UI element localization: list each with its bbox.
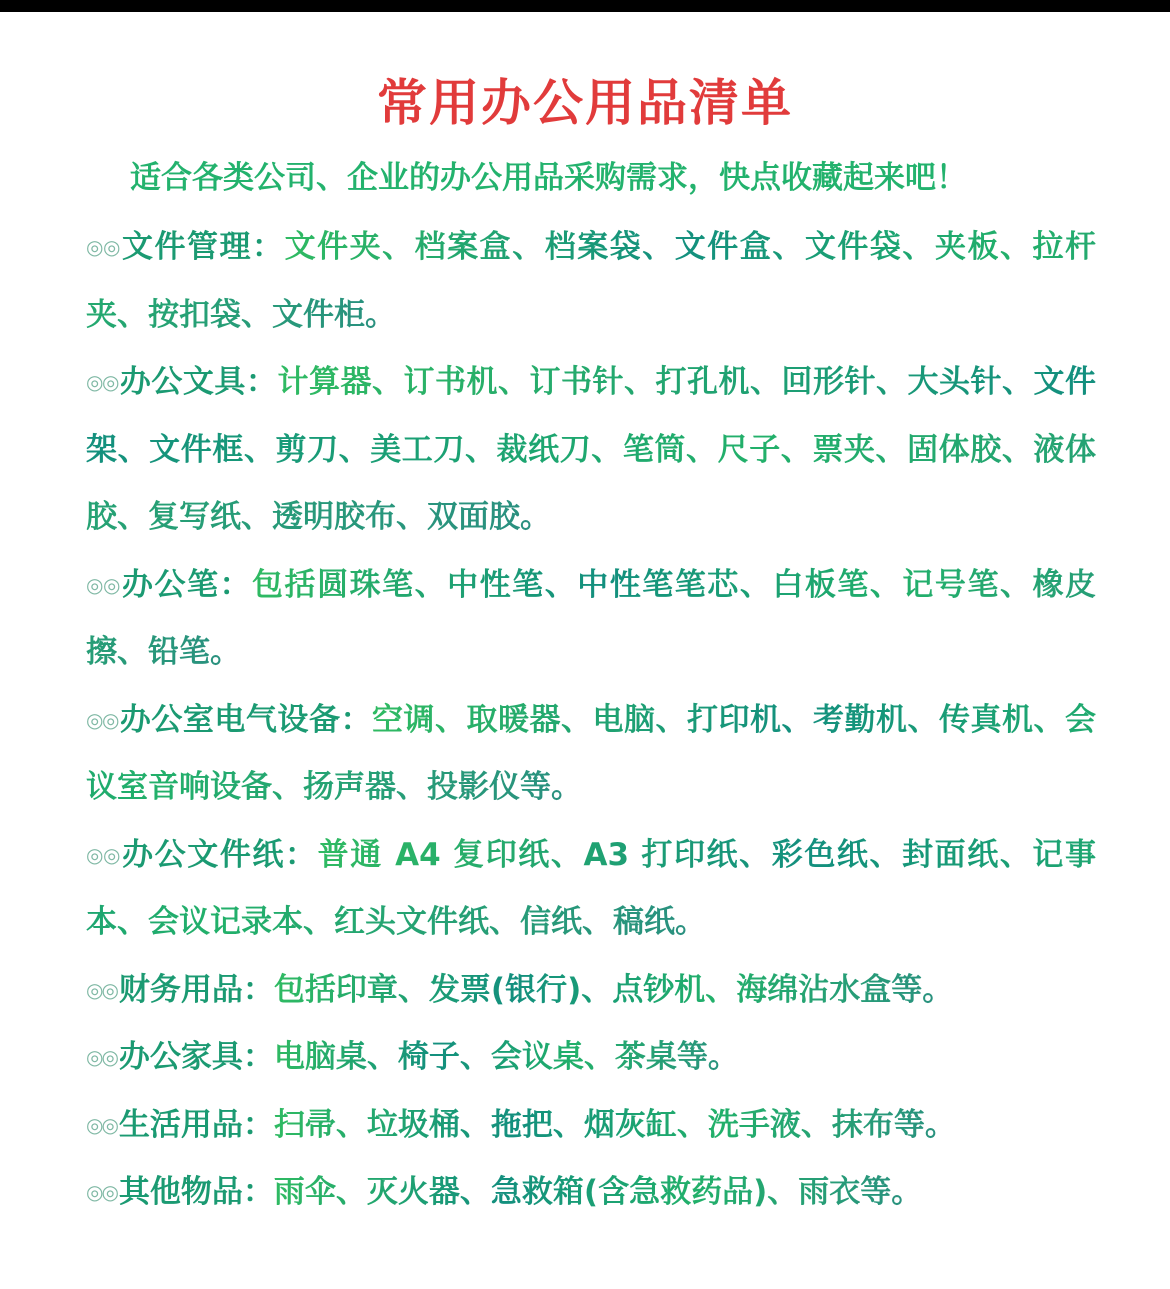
item-list xyxy=(86,214,1096,1227)
item-category: 其他物品： xyxy=(118,1174,274,1210)
bullet-icon: ◎◎ xyxy=(86,707,118,732)
item-category: 生活用品： xyxy=(118,1106,274,1143)
item-text: 包括圆珠笔、中性笔、中性笔笔芯、白板笔、记号笔、橡皮擦、铅笔。 xyxy=(86,566,1097,670)
item-category: 办公文件纸： xyxy=(122,836,318,873)
bullet-icon: ◎◎ xyxy=(86,842,121,867)
list-item-furniture xyxy=(86,1024,1096,1092)
list-item-stationery xyxy=(86,349,1096,552)
bullet-icon: ◎◎ xyxy=(86,977,117,1002)
item-text: 电脑桌、椅子、会议桌、茶桌等。 xyxy=(273,1039,739,1075)
bullet-icon: ◎◎ xyxy=(86,1112,117,1137)
list-item-finance xyxy=(86,957,1096,1025)
item-category: 办公家具： xyxy=(118,1039,274,1075)
list-item-paper xyxy=(86,822,1096,957)
item-category: 办公笔： xyxy=(121,566,253,603)
top-status-bar xyxy=(0,0,1170,12)
list-item-file-management xyxy=(86,214,1096,349)
list-item-pens xyxy=(86,552,1096,687)
list-item-electrical xyxy=(86,687,1096,822)
bullet-icon: ◎◎ xyxy=(86,235,120,259)
item-text: 雨伞、灭火器、急救箱(含急救药品)、雨衣等。 xyxy=(273,1174,923,1210)
page-title: 常用办公用品清单 xyxy=(377,74,793,132)
item-category: 文件管理： xyxy=(121,229,285,265)
item-text: 普通 A4 复印纸、A3 打印纸、彩色纸、封面纸、记事本、会议记录本、红头文件纸、信纸、稿纸。 xyxy=(86,836,1097,940)
bullet-icon: ◎◎ xyxy=(86,370,118,394)
bullet-icon: ◎◎ xyxy=(86,572,120,597)
page-subtitle: 适合各类公司、企业的办公用品采购需求，快点收藏起来吧！ xyxy=(130,160,967,196)
list-item-daily-supplies xyxy=(86,1092,1096,1160)
item-category: 财务用品： xyxy=(118,971,274,1008)
list-item-other xyxy=(86,1159,1096,1227)
bullet-icon: ◎◎ xyxy=(86,1180,117,1204)
bullet-icon: ◎◎ xyxy=(86,1045,117,1069)
item-text: 计算器、订书机、订书针、打孔机、回形针、大头针、文件架、文件框、剪刀、美工刀、裁纸刀、笔筒、尺子、票夹、固体胶、液体胶、复写纸、透明胶布、双面胶。 xyxy=(86,364,1097,535)
item-category: 办公室电气设备： xyxy=(119,701,372,738)
item-text: 包括印章、发票(银行)、点钞机、海绵沾水盒等。 xyxy=(273,971,954,1008)
item-text: 文件夹、档案盒、档案袋、文件盒、文件袋、夹板、拉杆夹、按扣袋、文件柜。 xyxy=(86,229,1097,333)
item-category: 办公文具： xyxy=(119,364,278,400)
item-text: 空调、取暖器、电脑、打印机、考勤机、传真机、会议室音响设备、扬声器、投影仪等。 xyxy=(86,701,1097,805)
item-text: 扫帚、垃圾桶、拖把、烟灰缸、洗手液、抹布等。 xyxy=(273,1106,956,1143)
